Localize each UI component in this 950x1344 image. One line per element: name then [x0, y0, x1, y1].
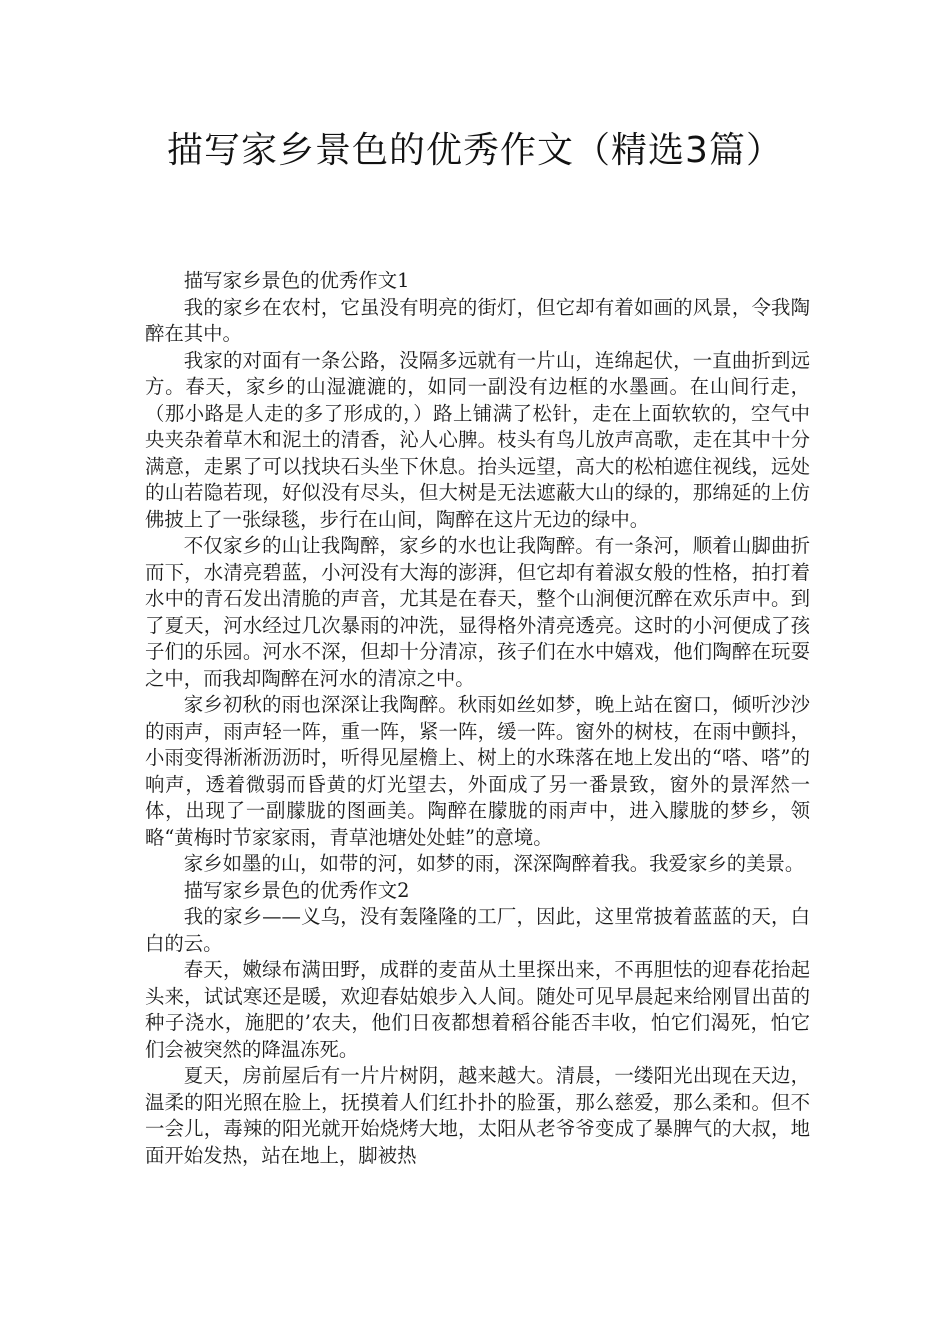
document-body [145, 268, 810, 1169]
paragraph: 我的家乡——义乌，没有轰隆隆的工厂，因此，这里常披着蓝蓝的天，白白的云。 [145, 905, 810, 955]
paragraph: 家乡初秋的雨也深深让我陶醉。秋雨如丝如梦，晚上站在窗口，倾听沙沙的雨声，雨声轻一阵，重一阵，紧一阵，缓一阵。窗外的树枝，在雨中颤抖，小雨变得淅淅沥沥时，听得见屋檐上、树上的水珠落在地上发出的“嗒、嗒”的响声，透着微弱而昏黄的灯光望去，外面成了另一番景致，窗外的景浑然一体，出现了一副朦胧的图画美。陶醉在朦胧的雨声中，进入朦胧的梦乡，领略“黄梅时节家家雨，青草池塘处处蛙”的意境。 [145, 693, 810, 849]
paragraph: 我的家乡在农村，它虽没有明亮的街灯，但它却有着如画的风景，令我陶醉在其中。 [145, 295, 810, 345]
paragraph: 春天，嫩绿布满田野，成群的麦苗从土里探出来，不再胆怯的迎春花抬起头来，试试寒还是暖，欢迎春姑娘步入人间。随处可见早晨起来给刚冒出苗的种子浇水，施肥的’农夫，他们日夜都想着稻谷能否丰收，怕它们渴死，怕它们会被突然的降温冻死。 [145, 958, 810, 1061]
paragraph: 夏天，房前屋后有一片片树阴，越来越大。清晨，一缕阳光出现在天边，温柔的阳光照在脸上，抚摸着人们红扑扑的脸蛋，那么慈爱，那么柔和。但不一会儿，毒辣的阳光就开始烧烤大地，太阳从老爷爷变成了暴脾气的大叔，地面开始发热，站在地上，脚被热 [145, 1064, 810, 1167]
section-heading: 描写家乡景色的优秀作文1 [183, 269, 410, 292]
paragraph: 我家的对面有一条公路，没隔多远就有一片山，连绵起伏，一直曲折到远方。春天，家乡的山湿漉漉的，如同一副没有边框的水墨画。在山间行走，（那小路是人走的多了形成的，）路上铺满了松针，走在上面软软的，空气中央夹杂着草木和泥土的清香，沁人心脾。枝头有鸟儿放声高歌，走在其中十分满意，走累了可以找块石头坐下休息。抬头远望，高大的松柏遮住视线，远处的山若隐若现，好似没有尽头，但大树是无法遮蔽大山的绿的，那绵延的上仿佛披上了一张绿毯，步行在山间，陶醉在这片无边的绿中。 [145, 348, 810, 531]
paragraph: 家乡如墨的山，如带的河，如梦的雨，深深陶醉着我。我爱家乡的美景。 [183, 852, 805, 875]
paragraph: 不仅家乡的山让我陶醉，家乡的水也让我陶醉。有一条河，顺着山脚曲折而下，水清亮碧蓝，小河没有大海的澎湃，但它却有着淑女般的性格，拍打着水中的青石发出清脆的声音，尤其是在春天，整个山涧便沉醉在欢乐声中。到了夏天，河水经过几次暴雨的冲洗，显得格外清亮透亮。这时的小河便成了孩子们的乐园。河水不深，但却十分清凉，孩子们在水中嬉戏，他们陶醉在玩耍之中，而我却陶醉在河水的清凉之中。 [145, 534, 810, 690]
section-heading: 描写家乡景色的优秀作文2 [183, 878, 410, 902]
document-title: 描写家乡景色的优秀作文（精选3篇） [167, 130, 783, 171]
